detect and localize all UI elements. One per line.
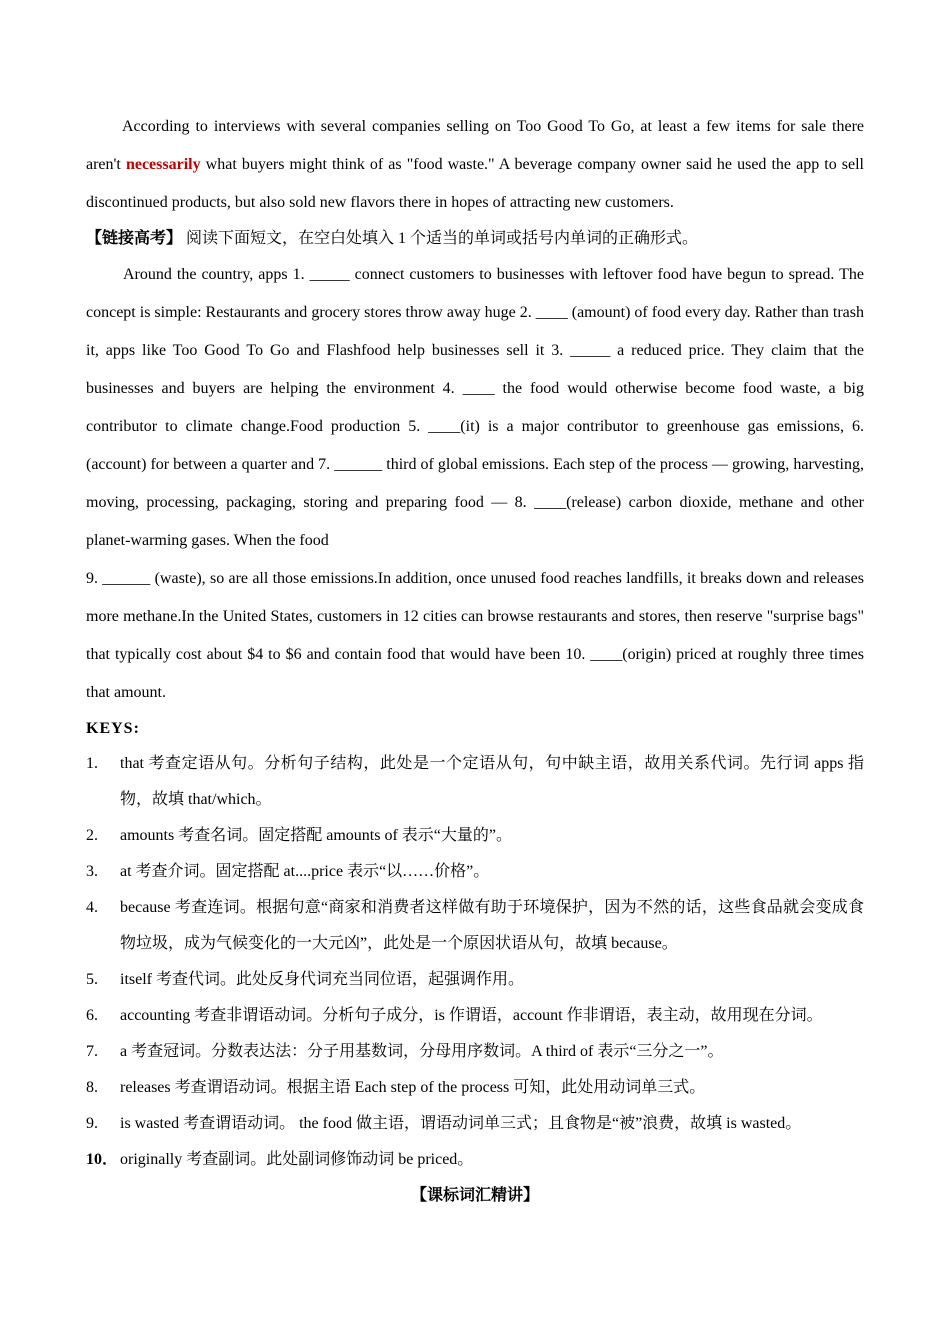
key-explanation: originally 考查副词。此处副词修饰动词 be priced。 bbox=[120, 1151, 474, 1168]
key-number: 1. bbox=[86, 755, 98, 772]
key-item bbox=[86, 1142, 864, 1178]
keys-list bbox=[86, 746, 864, 1178]
key-number: 7. bbox=[86, 1043, 98, 1060]
key-item bbox=[86, 854, 864, 890]
key-explanation: is wasted 考查谓语动词。 the food 做主语，谓语动词单三式；且食物是“被”浪费，故填 is wasted。 bbox=[120, 1115, 802, 1132]
section-footer-title: 【课标词汇精讲】 bbox=[410, 1187, 539, 1204]
key-explanation: itself 考查代词。此处反身代词充当同位语，起强调作用。 bbox=[120, 971, 524, 988]
key-item bbox=[86, 1034, 864, 1070]
key-number: 3. bbox=[86, 863, 98, 880]
key-number: 2. bbox=[86, 827, 98, 844]
key-explanation: that 考查定语从句。分析句子结构，此处是一个定语从句，句中缺主语，故用关系代词。先行词 apps 指物，故填 that/which。 bbox=[120, 755, 864, 808]
key-item bbox=[86, 890, 864, 962]
key-explanation: a 考查冠词。分数表达法：分子用基数词，分母用序数词。A third of 表示“三分之一”。 bbox=[120, 1043, 724, 1060]
key-item bbox=[86, 962, 864, 998]
key-item bbox=[86, 746, 864, 818]
intro-text-after: what buyers might think of as "food waste." A beverage company owner said he used the app to sell discontinued products, but also sold new flavors there in hopes of attracting new customers. bbox=[86, 156, 865, 211]
key-item bbox=[86, 998, 864, 1034]
intro-text-before: According to interviews with several companies selling on Too Good To Go, at least a few items for sale there aren't bbox=[86, 118, 864, 173]
link-section-heading bbox=[86, 222, 864, 256]
key-explanation: releases 考查谓语动词。根据主语 Each step of the process 可知，此处用动词单三式。 bbox=[120, 1079, 706, 1096]
key-explanation: accounting 考查非谓语动词。分析句子成分，is 作谓语，account 作非谓语，表主动，故用现在分词。 bbox=[120, 1007, 823, 1024]
key-item bbox=[86, 1106, 864, 1142]
link-section-instruction: 阅读下面短文，在空白处填入 1 个适当的单词或括号内单词的正确形式。 bbox=[182, 230, 699, 247]
keys-title: KEYS: bbox=[86, 720, 140, 737]
key-explanation: because 考查连词。根据句意“商家和消费者这样做有助于环境保护，因为不然的话，这些食品就会变成食物垃圾，成为气候变化的一大元凶”，此处是一个原因状语从句，故填 because。 bbox=[120, 899, 864, 952]
key-number: 6. bbox=[86, 1007, 98, 1024]
key-explanation: amounts 考查名词。固定搭配 amounts of 表示“大量的”。 bbox=[120, 827, 512, 844]
passage-paragraph-2: 9. ______ (waste), so are all those emissions.In addition, once unused food reaches landfills, it breaks down and releases more methane.In the United States, customers in 12 cities can browse restaurants and stores, then reserve "surprise bags" that typically cost about $4 to $6 and contain food that would have been 10. ____(origin) priced at roughly three times that amount. bbox=[86, 570, 864, 701]
key-number: 9. bbox=[86, 1115, 98, 1132]
key-item bbox=[86, 818, 864, 854]
key-number: 10． bbox=[86, 1151, 119, 1168]
document-page bbox=[86, 108, 864, 1214]
key-number: 8. bbox=[86, 1079, 98, 1096]
key-number: 5. bbox=[86, 971, 98, 988]
highlighted-word: necessarily bbox=[125, 156, 201, 173]
link-section-title: 【链接高考】 bbox=[86, 230, 183, 247]
key-item bbox=[86, 1070, 864, 1106]
key-explanation: at 考查介词。固定搭配 at....price 表示“以……价格”。 bbox=[120, 863, 490, 880]
key-number: 4. bbox=[86, 899, 98, 916]
passage-paragraph-1: Around the country, apps 1. _____ connect customers to businesses with leftover food have begun to spread. The concept is simple: Restaurants and grocery stores throw away huge 2. ____ (amount) of food every day. Rather than trash it, apps like Too Good To Go and Flashfood help businesses sell it 3. _____ a reduced price. They claim that the businesses and buyers are helping the environment 4. ____ the food would otherwise become food waste, a big contributor to climate change.Food production 5. ____(it) is a major contributor to greenhouse gas emissions, 6. (account) for between a quarter and 7. ______ third of global emissions. Each step of the process — growing, harvesting, moving, processing, packaging, storing and preparing food — 8. ____(release) carbon dioxide, methane and other planet-warming gases. When the food bbox=[86, 266, 864, 549]
intro-paragraph bbox=[86, 108, 864, 222]
